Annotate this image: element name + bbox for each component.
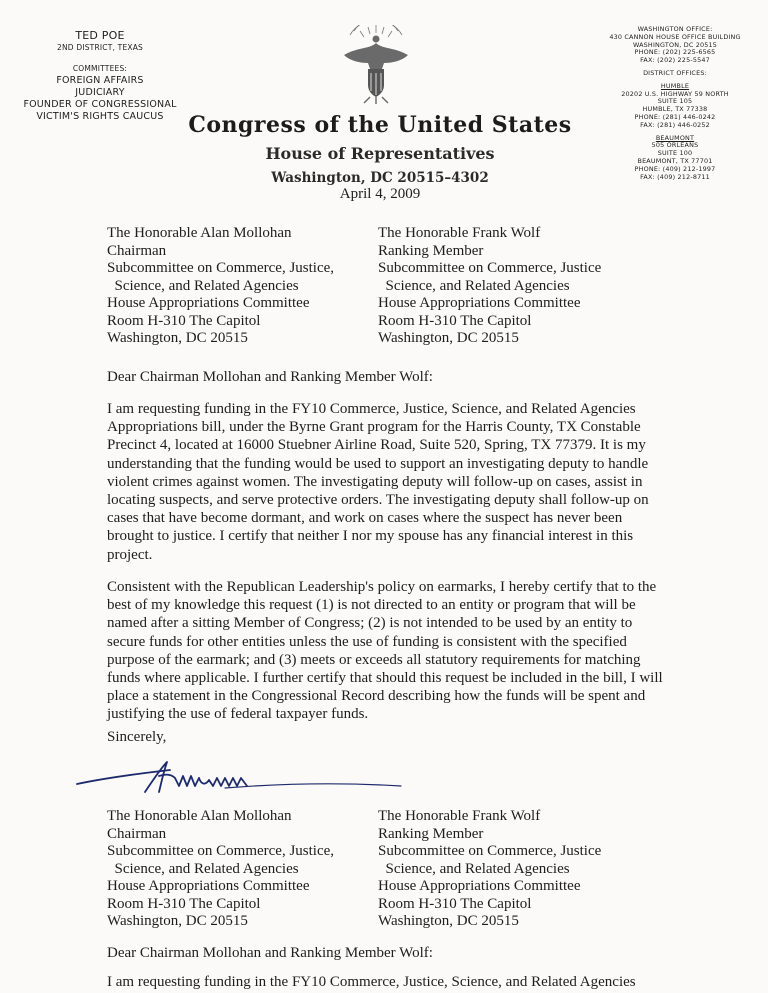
- recipient-chairman-repeat: The Honorable Alan Mollohan Chairman Subcommittee on Commerce, Justice, Science, and Related Agencies House Appropriations Committee Room H-310 The Capitol Washington, DC 20515: [107, 808, 335, 929]
- office-info: [590, 26, 760, 181]
- recipient-ranking-member: The Honorable Frank Wolf Ranking Member Subcommittee on Commerce, Justice Science, and Related Agencies House Appropriations Committee Room H-310 The Capitol Washington, DC 20515: [378, 225, 602, 346]
- washington-office-phone: PHONE: (202) 225-6565: [634, 48, 716, 57]
- humble-office-address: 20202 U.S. HIGHWAY 59 NORTH: [621, 89, 729, 98]
- great-seal-icon: [340, 25, 412, 105]
- house-title: House of Representatives: [265, 144, 495, 163]
- beaumont-office-phone: PHONE: (409) 212-1997: [634, 164, 716, 173]
- caucus-line: FOUNDER OF CONGRESSIONAL: [23, 99, 177, 110]
- washington-office-heading: WASHINGTON OFFICE:: [637, 25, 713, 33]
- body-paragraph-2: Consistent with the Republican Leadership's policy on earmarks, I hereby certify that to the best of my knowledge this request (1) is not directed to an entity or program that will be named after a sitting Member of Congress; (2) is not intended to be used by an entity to secure funds for other entities unless the use of funding is consistent with the specified purpose of the earmark; and (3) meets or exceeds all statutory requirements for matching funds where applicable. I further certify that should this request be included in the bill, I will place a statement in the Congressional Record describing how the funds will be spent and justifying the use of federal taxpayer funds.: [107, 579, 663, 723]
- committee-item: JUDICIARY: [75, 87, 125, 98]
- member-name: TED POE: [75, 29, 125, 42]
- beaumont-office-suite: SUITE 100: [657, 149, 693, 158]
- humble-office-phone: PHONE: (281) 446-0242: [634, 112, 716, 121]
- closing: Sincerely,: [107, 729, 167, 745]
- humble-office-fax: FAX: (281) 446-0252: [640, 120, 710, 129]
- committees-heading: COMMITTEES:: [72, 64, 128, 73]
- salutation-repeat: Dear Chairman Mollohan and Ranking Member Wolf:: [107, 945, 433, 961]
- humble-office-city: HUMBLE, TX 77338: [642, 105, 708, 114]
- committee-item: FOREIGN AFFAIRS: [56, 75, 144, 86]
- recipient-ranking-member-repeat: The Honorable Frank Wolf Ranking Member Subcommittee on Commerce, Justice Science, and Related Agencies House Appropriations Committee Room H-310 The Capitol Washington, DC 20515: [378, 808, 602, 929]
- beaumont-office-city: BEAUMONT, TX 77701: [637, 156, 713, 165]
- washington-office-address: 430 CANNON HOUSE OFFICE BUILDING: [609, 32, 741, 41]
- district-offices-heading: DISTRICT OFFICES:: [643, 68, 707, 77]
- recipient-chairman: The Honorable Alan Mollohan Chairman Subcommittee on Commerce, Justice, Science, and Related Agencies House Appropriations Committee Room H-310 The Capitol Washington, DC 20515: [107, 225, 335, 346]
- humble-office-suite: SUITE 105: [657, 97, 693, 106]
- washington-office-fax: FAX: (202) 225-5547: [640, 56, 710, 65]
- body-paragraph-1: I am requesting funding in the FY10 Commerce, Justice, Science, and Related Agencies Appropriations bill, under the Byrne Grant program for the Harris County, TX Constable Precinct 4, located at 16000 Stuebner Airline Road, Suite 520, Spring, TX 77379. It is my understanding that the funding would be used to support an investigating deputy to handle violent crimes against women. The investigating deputy will follow-up on cases, assist in locating suspects, and serve protective orders. The investigating deputy shall follow-up on cases that have become dormant, and work on cases where the suspect has never been brought to justice. I certify that neither I nor my spouse has any financial interest in this project.: [107, 401, 649, 563]
- beaumont-office-heading: BEAUMONT: [655, 133, 695, 142]
- caucus-line: VICTIM'S RIGHTS CAUCUS: [36, 111, 164, 122]
- beaumont-office-fax: FAX: (409) 212-8711: [640, 172, 710, 181]
- washington-line: Washington, DC 20515–4302: [271, 170, 489, 186]
- beaumont-office-address: 505 ORLEANS: [651, 141, 699, 150]
- member-info: [0, 30, 200, 123]
- humble-office-heading: HUMBLE: [660, 81, 690, 90]
- congress-title: Congress of the United States: [188, 112, 572, 138]
- body-paragraph-3-partial: I am requesting funding in the FY10 Commerce, Justice, Science, and Related Agencies: [107, 974, 636, 990]
- washington-office-city: WASHINGTON, DC 20515: [632, 40, 718, 49]
- letter-date: April 4, 2009: [339, 186, 421, 202]
- handwritten-signature: [75, 758, 405, 798]
- salutation: Dear Chairman Mollohan and Ranking Member Wolf:: [107, 369, 433, 385]
- member-district: 2ND DISTRICT, TEXAS: [56, 43, 144, 52]
